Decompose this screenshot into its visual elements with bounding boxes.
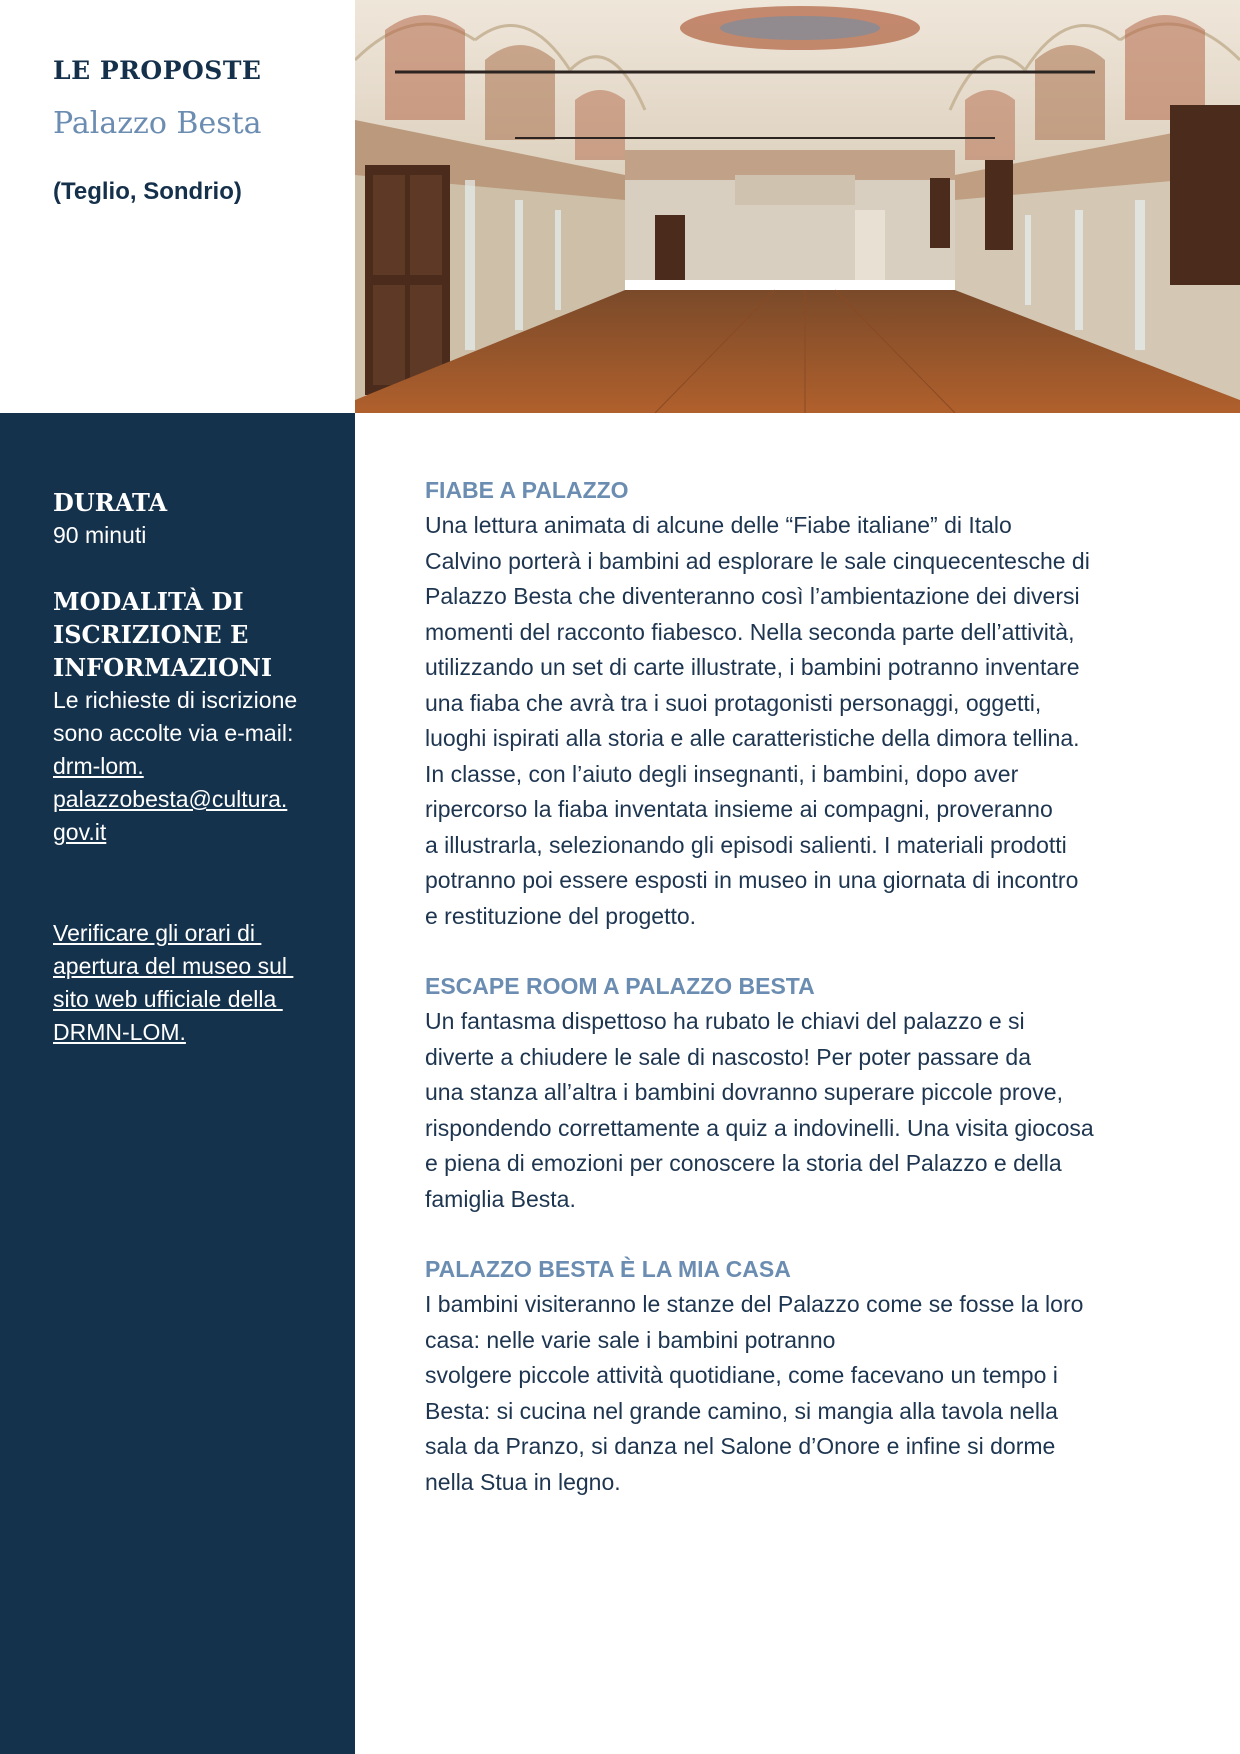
enrollment-text — [53, 684, 338, 750]
hours-link[interactable] — [53, 917, 338, 1049]
email-link[interactable] — [53, 750, 338, 849]
text-line: Un fantasma dispettoso ha rubato le chiavi del palazzo e si — [425, 1008, 1025, 1034]
hours-link-line[interactable]: sito web ufficiale della — [53, 986, 283, 1012]
enrollment-text-line: sono accolte via e-mail: — [53, 720, 294, 746]
duration-block — [53, 486, 338, 552]
text-line: rispondendo correttamente a quiz a indovinelli. Una visita giocosa — [425, 1114, 1094, 1141]
text-line: Una lettura animata di alcune delle “Fiabe italiane” di Italo — [425, 512, 1012, 538]
text-line: svolgere piccole attività quotidiane, come facevano un tempo i — [425, 1362, 1058, 1388]
text-line: luoghi ispirati alla storia e alle caratteristiche della dimora tellina. — [425, 725, 1080, 751]
duration-heading: DURATA — [53, 488, 168, 517]
activity-title: PALAZZO BESTA È LA MIA CASA — [425, 1256, 791, 1282]
text-line: ripercorso la fiaba inventata insieme ai compagni, proveranno — [425, 796, 1053, 822]
enrollment-heading-line: ISCRIZIONE E — [53, 620, 249, 649]
hall-photo — [355, 0, 1240, 413]
enrollment-heading-line: INFORMAZIONI — [53, 653, 273, 682]
activity-section — [425, 473, 1155, 934]
text-line: Palazzo Besta che diventeranno così l’ambientazione dei diversi — [425, 583, 1080, 609]
activity-title: ESCAPE ROOM A PALAZZO BESTA — [425, 973, 815, 999]
activity-description — [425, 1004, 1155, 1217]
text-line: In classe, con l’aiuto degli insegnanti, i bambini, dopo aver — [425, 760, 1019, 787]
text-line: diverte a chiudere le sale di nascosto! Per poter passare da — [425, 1043, 1032, 1070]
text-line: momenti del racconto fiabesco. Nella seconda parte dell’attività, — [425, 618, 1075, 645]
text-line: sala da Pranzo, si danza nel Salone d’Onore e infine si dorme — [425, 1433, 1056, 1459]
header-panel — [0, 0, 355, 413]
text-line: potranno poi essere esposti in museo in una giornata di incontro — [425, 867, 1079, 893]
email-link-line[interactable]: palazzobesta@cultura. — [53, 786, 288, 812]
venue-location: (Teglio, Sondrio) — [53, 178, 242, 205]
email-link-line[interactable]: drm-lom. — [53, 753, 144, 779]
text-line: e piena di emozioni per conoscere la storia del Palazzo e della — [425, 1150, 1062, 1176]
text-line: nella Stua in legno. — [425, 1468, 621, 1495]
text-line: una fiaba che avrà tra i suoi protagonisti personaggi, oggetti, — [425, 689, 1042, 716]
hours-link-line[interactable]: DRMN-LOM. — [53, 1019, 186, 1045]
enrollment-heading-line: MODALITÀ DI — [53, 587, 244, 616]
email-link-line[interactable]: gov.it — [53, 819, 107, 845]
text-line: casa: nelle varie sale i bambini potranno — [425, 1326, 836, 1353]
activity-description — [425, 508, 1155, 934]
text-line: famiglia Besta. — [425, 1185, 576, 1212]
info-sidebar — [0, 413, 355, 1754]
activity-description — [425, 1287, 1155, 1500]
enrollment-block — [53, 585, 338, 849]
enrollment-text-line: Le richieste di iscrizione — [53, 687, 298, 713]
text-line: una stanza all’altra i bambini dovranno superare piccole prove, — [425, 1079, 1063, 1105]
text-line: a illustrarla, selezionando gli episodi salienti. I materiali prodotti — [425, 831, 1067, 858]
text-line: Besta: si cucina nel grande camino, si mangia alla tavola nella — [425, 1397, 1058, 1424]
activity-title: FIABE A PALAZZO — [425, 477, 629, 503]
text-line: Calvino porterà i bambini ad esplorare le sale cinquecentesche di — [425, 547, 1090, 574]
page-title: Palazzo Besta — [53, 106, 262, 141]
text-line: utilizzando un set di carte illustrate, i bambini potranno inventare — [425, 654, 1080, 680]
activity-section — [425, 1252, 1155, 1500]
duration-value: 90 minuti — [53, 522, 147, 548]
activities-content — [425, 473, 1155, 1535]
hero-image — [355, 0, 1240, 413]
activity-section — [425, 969, 1155, 1217]
hours-link-line[interactable]: apertura del museo sul — [53, 953, 294, 979]
enrollment-heading — [53, 585, 338, 684]
text-line: I bambini visiteranno le stanze del Palazzo come se fosse la loro — [425, 1291, 1084, 1317]
hours-link-line[interactable]: Verificare gli orari di — [53, 920, 262, 946]
text-line: e restituzione del progetto. — [425, 902, 697, 929]
page-kicker: LE PROPOSTE — [53, 56, 262, 85]
